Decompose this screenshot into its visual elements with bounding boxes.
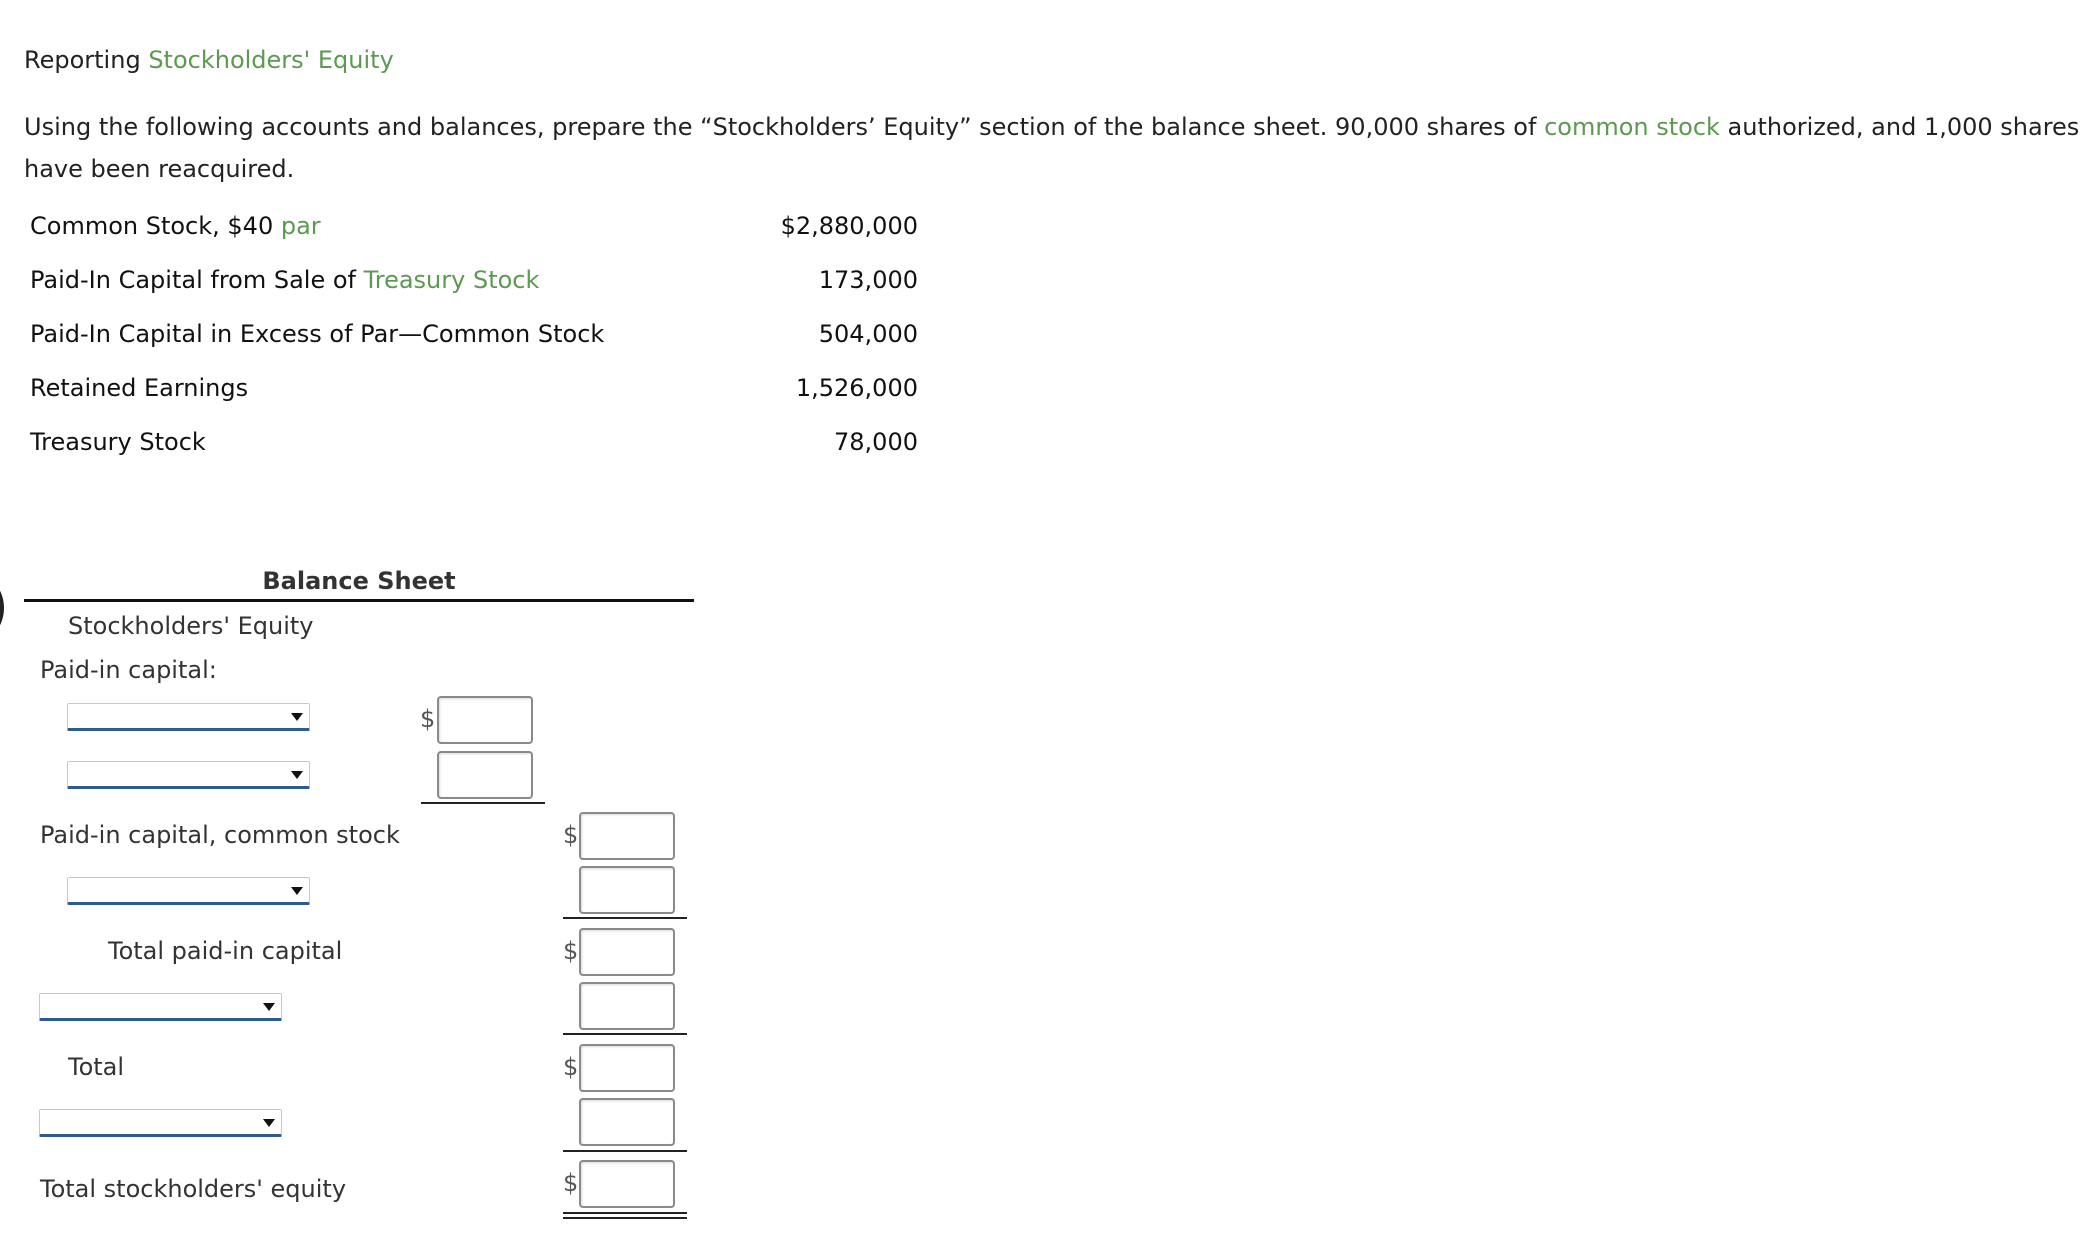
dropdown-arrow-icon	[291, 713, 303, 721]
amount-input-5[interactable]	[579, 928, 675, 976]
amount-input-7[interactable]	[579, 1044, 675, 1092]
title-prefix: Reporting	[24, 46, 149, 74]
treasury-stock-link[interactable]: Treasury Stock	[363, 266, 540, 294]
subtotal-rule	[421, 802, 545, 804]
account-text: Paid-In Capital from Sale of	[30, 266, 364, 294]
account-amount: 504,000	[818, 320, 918, 348]
account-label: Retained Earnings	[30, 374, 249, 402]
amount-input-4[interactable]	[579, 866, 675, 914]
amount-input-3[interactable]	[579, 812, 675, 860]
account-label: Treasury Stock	[30, 428, 206, 456]
stockholders-equity-link[interactable]: Stockholders' Equity	[148, 46, 394, 74]
dropdown-arrow-icon	[291, 771, 303, 779]
paid-in-common-label: Paid-in capital, common stock	[40, 821, 400, 849]
balance-sheet-title: Balance Sheet	[262, 567, 456, 595]
subtotal-rule	[563, 917, 687, 919]
dollar-sign: $	[563, 821, 579, 849]
dollar-sign: $	[563, 1053, 579, 1081]
amount-input-9[interactable]	[579, 1160, 675, 1208]
instructions-text	[24, 106, 2084, 190]
account-select-3[interactable]	[67, 877, 310, 905]
intro-part1: Using the following accounts and balances, prepare the “Stockholders’ Equity” section of the balance sheet. 90,000 shares of	[24, 113, 1545, 141]
title-divider	[24, 599, 694, 602]
dropdown-arrow-icon	[291, 887, 303, 895]
subtotal-rule	[563, 1033, 687, 1035]
step-marker-icon	[0, 578, 4, 638]
amount-input-2[interactable]	[437, 751, 533, 799]
amount-input-8[interactable]	[579, 1098, 675, 1146]
account-select-4[interactable]	[39, 993, 282, 1021]
total-paid-in-label: Total paid-in capital	[108, 937, 343, 965]
total-equity-label: Total stockholders' equity	[40, 1175, 347, 1203]
double-rule-top	[563, 1212, 687, 1214]
dropdown-arrow-icon	[263, 1003, 275, 1011]
dollar-sign: $	[420, 705, 436, 733]
amount-input-1[interactable]	[437, 696, 533, 744]
amount-input-6[interactable]	[579, 982, 675, 1030]
account-amount: 1,526,000	[795, 374, 918, 402]
account-label	[30, 210, 321, 242]
account-amount: $2,880,000	[780, 212, 918, 240]
total-label: Total	[68, 1053, 125, 1081]
intro-part2: authorized, and 1,000 shares have been reacquired.	[24, 113, 2080, 183]
account-select-1[interactable]	[67, 703, 310, 731]
account-label: Paid-In Capital in Excess of Par—Common Stock	[30, 320, 605, 348]
double-rule-bottom	[563, 1217, 687, 1219]
account-amount: 78,000	[834, 428, 918, 456]
par-link[interactable]: par	[280, 212, 321, 240]
dollar-sign: $	[563, 1169, 579, 1197]
page-title	[24, 44, 394, 76]
account-text: Common Stock, $40	[30, 212, 281, 240]
account-select-2[interactable]	[67, 761, 310, 789]
account-amount: 173,000	[818, 266, 918, 294]
paid-in-capital-label: Paid-in capital:	[40, 656, 217, 684]
dollar-sign: $	[563, 937, 579, 965]
account-select-5[interactable]	[39, 1109, 282, 1137]
dropdown-arrow-icon	[263, 1119, 275, 1127]
subtotal-rule	[563, 1150, 687, 1152]
common-stock-link[interactable]: common stock	[1544, 113, 1720, 141]
section-subtitle: Stockholders' Equity	[68, 612, 314, 640]
account-label	[30, 264, 539, 296]
